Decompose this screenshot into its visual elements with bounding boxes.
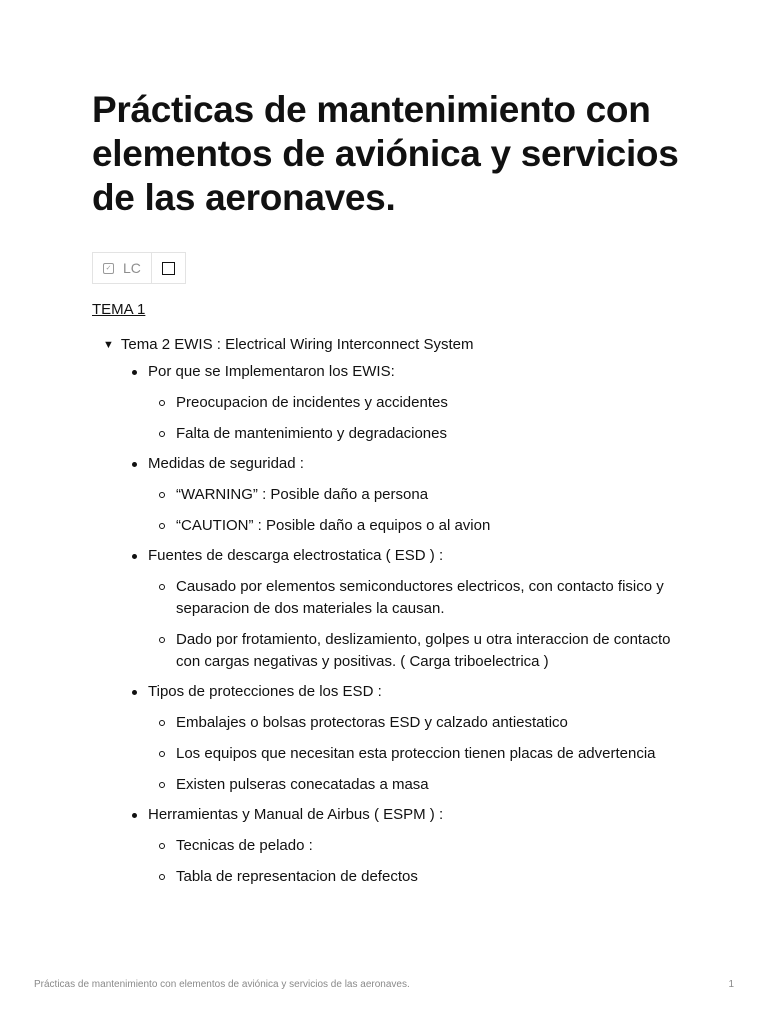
bullet-circle-icon [159, 400, 165, 406]
bullet-circle-icon [159, 492, 165, 498]
bullet-circle-icon [159, 720, 165, 726]
list-item-label: Por que se Implementaron los EWIS: [148, 363, 395, 380]
sub-list-item [148, 835, 692, 857]
sub-list-item [148, 743, 692, 765]
sub-list [148, 835, 692, 888]
property-label: LC [123, 260, 141, 276]
sub-list-item-label: Tabla de representacion de defectos [176, 868, 418, 885]
page-footer [34, 979, 734, 990]
sub-list-item-label: Causado por elementos semiconductores electricos, con contacto fisico y separacion de dos materiales la causan. [176, 578, 664, 617]
sub-list-item [148, 629, 692, 673]
sub-list [148, 392, 692, 445]
sub-list-item [148, 484, 692, 506]
list-item [92, 453, 692, 537]
property-row [92, 252, 186, 284]
property-value-cell[interactable] [151, 253, 185, 283]
sub-list-item [148, 515, 692, 537]
sub-list-item-label: Tecnicas de pelado : [176, 837, 313, 854]
list-item [92, 804, 692, 888]
property-checkbox[interactable] [162, 262, 175, 275]
sub-list-item-label: Los equipos que necesitan esta proteccion tienen placas de advertencia [176, 745, 656, 762]
list-item [92, 545, 692, 673]
sub-list [148, 712, 692, 796]
tema1-link[interactable]: TEMA 1 [92, 301, 146, 318]
bullet-circle-icon [159, 874, 165, 880]
bullet-dot-icon [132, 462, 137, 467]
sub-list-item-label: Dado por frotamiento, deslizamiento, golpes u otra interaccion de contacto con cargas negativas y positivas. ( Carga triboelectrica ) [176, 631, 671, 670]
footer-title: Prácticas de mantenimiento con elementos de aviónica y servicios de las aeronaves. [34, 979, 410, 990]
bullet-circle-icon [159, 782, 165, 788]
list-item [92, 361, 692, 445]
toggle-label: Tema 2 EWIS : Electrical Wiring Interconnect System [120, 336, 474, 353]
list-item-label: Herramientas y Manual de Airbus ( ESPM ) : [148, 806, 444, 823]
page-number: 1 [728, 979, 734, 990]
sub-list-item-label: “WARNING” : Posible daño a persona [176, 486, 429, 503]
bullet-dot-icon [132, 370, 137, 375]
toggle-arrow-icon[interactable]: ▼ [103, 338, 114, 351]
bullet-circle-icon [159, 431, 165, 437]
sub-list-item [148, 774, 692, 796]
bullet-dot-icon [132, 813, 137, 818]
sub-list-item [148, 423, 692, 445]
sub-list-item-label: Falta de mantenimiento y degradaciones [176, 425, 447, 442]
bullet-list [92, 361, 692, 888]
toggle-block[interactable] [92, 336, 692, 353]
list-item [92, 681, 692, 796]
bullet-circle-icon [159, 751, 165, 757]
property-name-cell [93, 253, 151, 283]
page-title: Prácticas de mantenimiento con elementos de aviónica y servicios de las aeronaves. [92, 89, 679, 218]
sub-list-item [148, 866, 692, 888]
sub-list-item-label: Existen pulseras conecatadas a masa [176, 776, 429, 793]
list-item-label: Tipos de protecciones de los ESD : [148, 683, 382, 700]
bullet-circle-icon [159, 637, 165, 643]
page-content [92, 88, 692, 888]
sub-list-item-label: “CAUTION” : Posible daño a equipos o al avion [176, 517, 491, 534]
bullet-circle-icon [159, 843, 165, 849]
checkbox-property-icon: ✓ [103, 263, 114, 274]
sub-list-item [148, 576, 692, 620]
sub-list-item [148, 712, 692, 734]
sub-list [148, 576, 692, 673]
bullet-circle-icon [159, 523, 165, 529]
sub-list [148, 484, 692, 537]
list-item-label: Fuentes de descarga electrostatica ( ESD ) : [148, 547, 444, 564]
bullet-dot-icon [132, 554, 137, 559]
bullet-circle-icon [159, 584, 165, 590]
list-item-label: Medidas de seguridad : [148, 455, 304, 472]
sub-list-item [148, 392, 692, 414]
sub-list-item-label: Embalajes o bolsas protectoras ESD y calzado antiestatico [176, 714, 568, 731]
sub-list-item-label: Preocupacion de incidentes y accidentes [176, 394, 448, 411]
bullet-dot-icon [132, 690, 137, 695]
